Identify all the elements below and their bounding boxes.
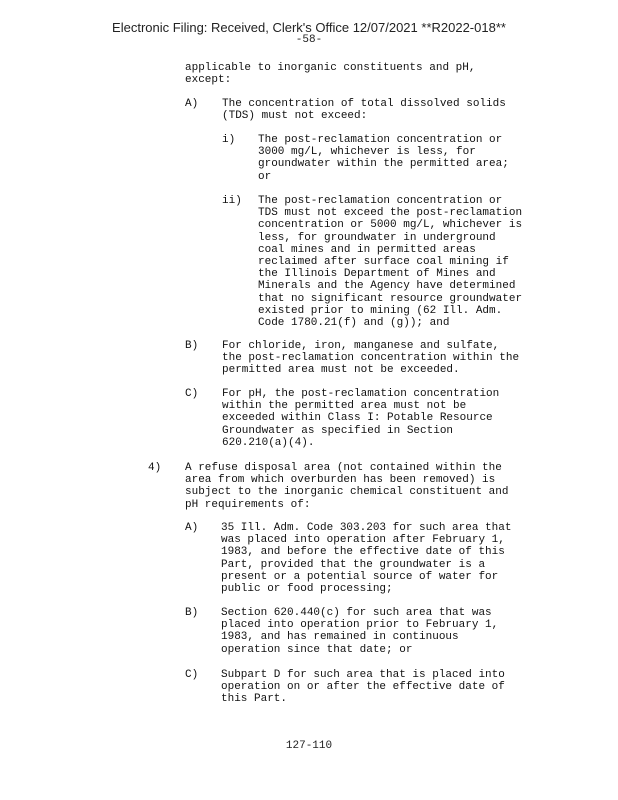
- item-a-i-text: The post-reclamation concentration or 3000 mg/L, whichever is less, for groundwater within the permitted area; or: [258, 134, 509, 183]
- filing-stamp: Electronic Filing: Received, Clerk's Office 12/07/2021 **R2022-018**: [112, 20, 506, 35]
- item-4c-label: C): [185, 669, 199, 681]
- item-a-i-label: i): [222, 134, 236, 146]
- item-c-label: C): [185, 388, 199, 400]
- item-4a-text: 35 Ill. Adm. Code 303.203 for such area that was placed into operation after February 1, 1983, and before the effective date of this Part, provided that the groundwater is a present or a potential source of water for public or food processing;: [221, 522, 512, 596]
- item-b-label: B): [185, 340, 199, 352]
- item-4b-label: B): [185, 607, 199, 619]
- intro-paragraph: applicable to inorganic constituents and pH, except:: [185, 62, 476, 87]
- item-4c-text: Subpart D for such area that is placed into operation on or after the effective date of this Part.: [221, 669, 505, 706]
- item-b-text: For chloride, iron, manganese and sulfate, the post-reclamation concentration within the permitted area must not be exceeded.: [222, 340, 520, 377]
- item-a-ii-text: The post-reclamation concentration or TDS must not exceed the post-reclamation concentration or 5000 mg/L, whichever is less, for groundwater in underground coal mines and in permitted areas reclaimed after surface coal mining if the Illinois Department of Mines and Minerals and the Agency have determined that no significant resource groundwater existed prior to mining (62 Ill. Adm. Code 1780.21(f) and (g)); and: [258, 195, 523, 330]
- item-a-ii-label: ii): [222, 195, 242, 207]
- footer-page-ref: 127-110: [285, 740, 333, 752]
- item-4-text: A refuse disposal area (not contained within the area from which overburden has been removed) is subject to the inorganic chemical constituent and pH requirements of:: [185, 462, 509, 511]
- item-4a-label: A): [185, 522, 199, 534]
- item-4b-text: Section 620.440(c) for such area that was placed into operation prior to February 1, 1983, and has remained in continuous operation since that date; or: [221, 607, 499, 656]
- page-number: -58-: [295, 34, 323, 46]
- item-a-text: The concentration of total dissolved solids (TDS) must not exceed:: [222, 98, 506, 123]
- item-a-label: A): [185, 98, 199, 110]
- item-c-text: For pH, the post-reclamation concentration within the permitted area must not be exceeded within Class I: Potable Resource Groundwater as specified in Section 620.210(a)(4).: [222, 388, 500, 449]
- item-4-label: 4): [148, 462, 162, 474]
